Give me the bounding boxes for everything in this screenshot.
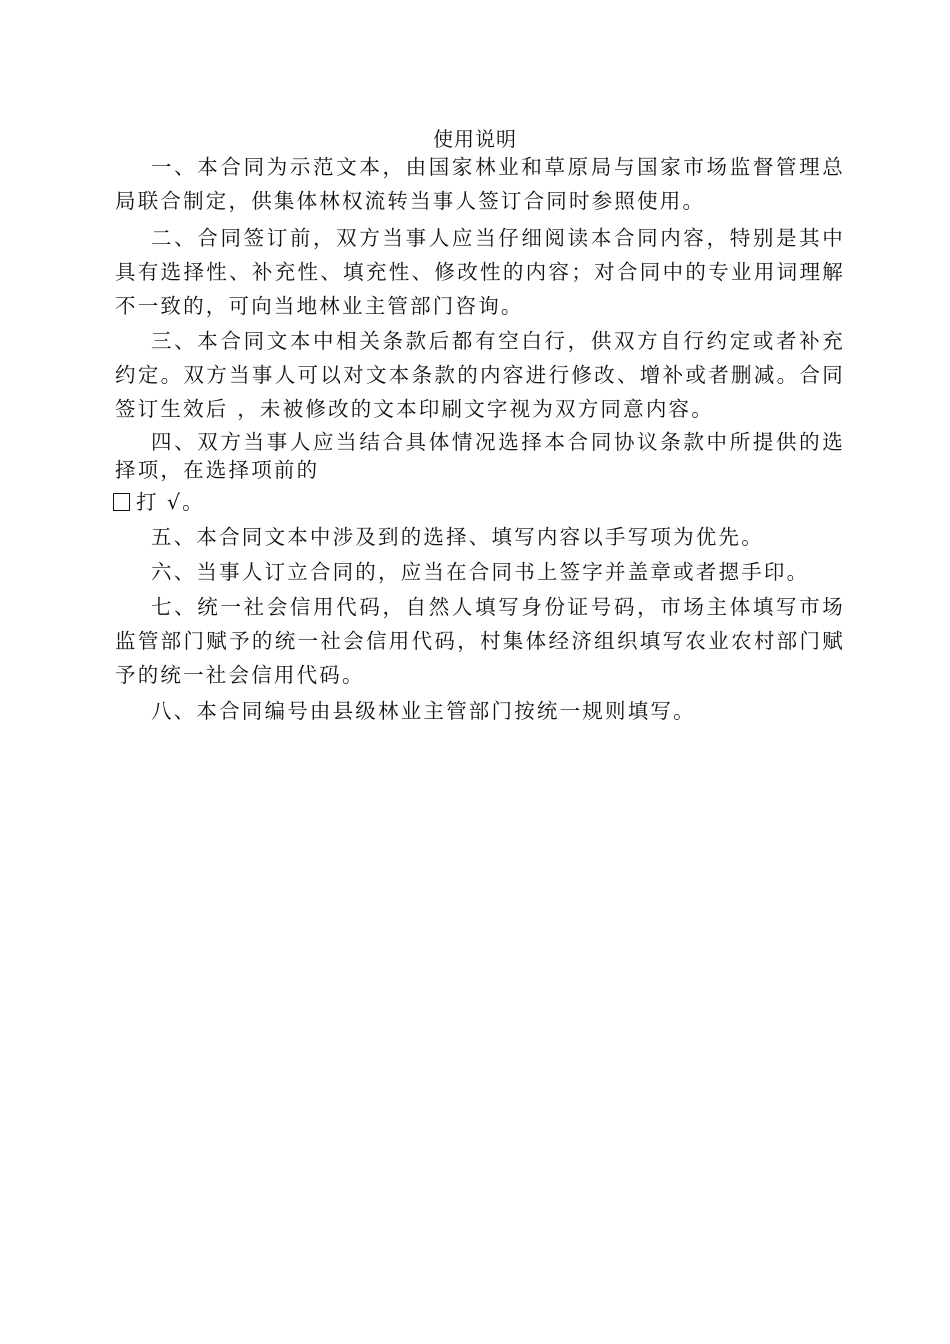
document-title: 使用说明 — [433, 127, 517, 151]
paragraph-1: 一、本合同为示范文本，由国家林业和草原局与国家市场监督管理总局联合制定，供集体林权流转当事人签订合同时参照使用。 — [115, 155, 845, 213]
paragraph-3: 三、本合同文本中相关条款后都有空白行，供双方自行约定或者补充约定。双方当事人可以对文本条款的内容进行修改、增补或者删减。合同签订生效后 ，未被修改的文本印刷文字视为双方同意内容。 — [115, 329, 845, 421]
paragraph-8: 八、本合同编号由县级林业主管部门按统一规则填写。 — [151, 699, 696, 723]
checkbox-instruction — [113, 487, 205, 517]
paragraph-4: 四、双方当事人应当结合具体情况选择本合同协议条款中所提供的选择项，在选择项前的 — [115, 430, 845, 482]
paragraph-2: 二、合同签订前，双方当事人应当仔细阅读本合同内容，特别是其中具有选择性、补充性、填充性、修改性的内容；对合同中的专业用词理解不一致的，可向当地林业主管部门咨询。 — [115, 226, 845, 318]
paragraph-6: 六、当事人订立合同的，应当在合同书上签字并盖章或者摁手印。 — [151, 560, 810, 584]
checkbox-icon — [113, 493, 130, 511]
paragraph-7: 七、统一社会信用代码，自然人填写身份证号码，市场主体填写市场监管部门赋予的统一社会信用代码，村集体经济组织填写农业农村部门赋予的统一社会信用代码。 — [115, 595, 845, 687]
paragraph-5: 五、本合同文本中涉及到的选择、填写内容以手写项为优先。 — [151, 525, 764, 549]
checkbox-text: 打 √。 — [136, 490, 205, 514]
